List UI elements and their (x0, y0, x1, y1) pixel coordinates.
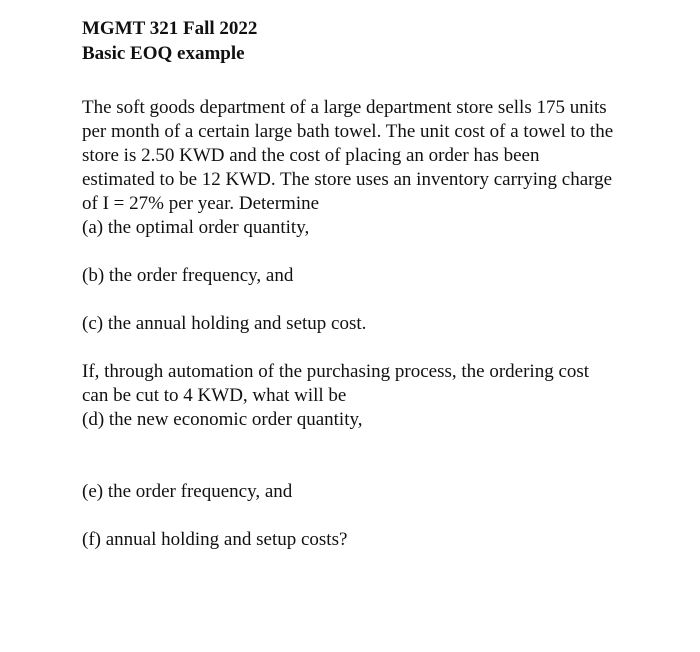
question-part-e: (e) the order frequency, and (82, 481, 293, 502)
problem-followup: If, through automation of the purchasing process, the ordering cost can be cut to 4 KWD, what will be (82, 361, 590, 406)
example-title: Basic EOQ example (82, 43, 245, 64)
question-part-f: (f) annual holding and setup costs? (82, 529, 348, 550)
problem-statement (82, 96, 614, 552)
question-part-b: (b) the order frequency, and (82, 265, 294, 286)
question-part-a: (a) the optimal order quantity, (82, 217, 310, 238)
document-page (82, 16, 642, 552)
question-part-d: (d) the new economic order quantity, (82, 409, 363, 430)
title-block (82, 16, 642, 66)
question-part-c: (c) the annual holding and setup cost. (82, 313, 367, 334)
problem-intro: The soft goods department of a large department store sells 175 units per month of a certain large bath towel. The unit cost of a towel to the store is 2.50 KWD and the cost of placing an order has been estimated to be 12 KWD. The store uses an inventory carrying charge of I = 27% per year. Determine (82, 97, 614, 214)
course-title: MGMT 321 Fall 2022 (82, 18, 258, 39)
